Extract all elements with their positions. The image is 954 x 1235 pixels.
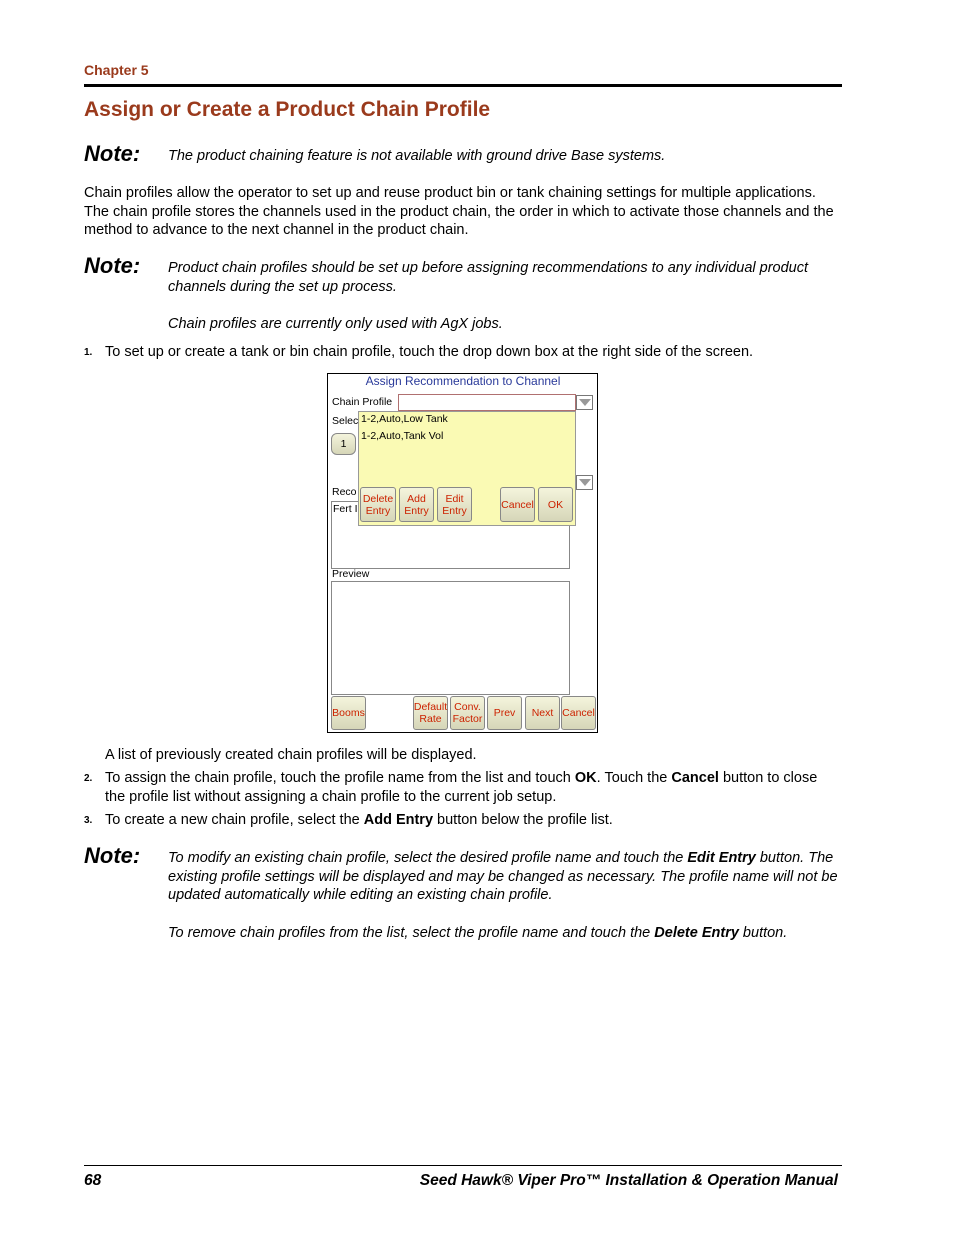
edit-entry-button[interactable] xyxy=(437,487,472,522)
step-text: To set up or create a tank or bin chain profile, touch the drop down box at the right side of the screen. xyxy=(105,344,754,360)
conv-factor-button[interactable] xyxy=(450,696,485,730)
manual-title: Seed Hawk® Viper Pro™ Installation & Operation Manual xyxy=(419,1172,838,1189)
step-text: To create a new chain profile, select the Add Entry button below the profile list. xyxy=(105,812,613,828)
delete-entry-button[interactable] xyxy=(360,487,396,522)
button-label: Factor xyxy=(452,713,483,725)
popup-cancel-button[interactable]: Cancel xyxy=(500,487,535,522)
note-label: Note: xyxy=(84,141,141,166)
reco-label: Reco xyxy=(332,486,357,498)
button-label: Rate xyxy=(419,713,442,725)
page-title: Assign or Create a Product Chain Profile xyxy=(84,98,491,121)
button-label: Delete xyxy=(362,492,394,505)
page-number: 68 xyxy=(84,1172,102,1189)
intro-paragraph: Chain profiles allow the operator to set up and reuse product bin or tank chaining settings for multiple applications. The chain profile stores the channels used in the product chain, the order in which to activate those channels and the method to advance to the next channel in the product chain. xyxy=(84,185,834,238)
button-label: Entry xyxy=(442,504,467,517)
channel-select-button[interactable]: 1 xyxy=(331,433,356,455)
step-number: 2. xyxy=(84,773,93,784)
dropdown-arrow-icon[interactable] xyxy=(576,395,593,410)
button-label: Entry xyxy=(365,504,391,517)
step-number: 3. xyxy=(84,815,93,826)
select-label: Selec xyxy=(332,415,359,427)
step-number: 1. xyxy=(84,347,93,358)
step-text: To assign the chain profile, touch the profile name from the list and touch OK. Touch the Cancel button to close the profile list without assigning a chain profile to the current job setup. xyxy=(105,770,818,805)
display-screenshot xyxy=(327,373,598,733)
dropdown-arrow-icon[interactable] xyxy=(576,475,593,490)
cancel-button[interactable]: Cancel xyxy=(561,696,596,730)
prev-button[interactable]: Prev xyxy=(487,696,522,730)
add-entry-button[interactable] xyxy=(399,487,434,522)
fert-label: Fert I xyxy=(333,503,358,515)
button-label: Conv. xyxy=(454,701,481,713)
preview-label: Preview xyxy=(332,568,370,580)
booms-button[interactable]: Booms xyxy=(331,696,366,730)
button-label: Default xyxy=(413,701,448,713)
screen-title: Assign Recommendation to Channel xyxy=(365,374,561,388)
chain-profile-popup xyxy=(358,411,576,526)
chain-profile-label: Chain Profile xyxy=(332,396,393,408)
button-label: Edit xyxy=(445,492,464,505)
note-text: To modify an existing chain profile, select the desired profile name and touch the Edit Entry button. The existing profile settings will be displayed and may be changed as necessary. The profile name will not be updated automatically while editing an existing chain profile. xyxy=(168,850,838,903)
note-text: Chain profiles are currently only used with AgX jobs. xyxy=(168,316,503,332)
header-rule xyxy=(84,84,842,87)
result-text: A list of previously created chain profiles will be displayed. xyxy=(105,747,477,763)
button-label: Add xyxy=(407,492,426,505)
next-button[interactable]: Next xyxy=(525,696,560,730)
default-rate-button[interactable] xyxy=(413,696,448,730)
note-text: Product chain profiles should be set up before assigning recommendations to any individual product channels during the set up process. xyxy=(168,260,808,295)
preview-box xyxy=(331,581,570,695)
chain-profile-dropdown[interactable] xyxy=(398,394,576,411)
button-label: Entry xyxy=(404,504,429,517)
chapter-label: Chapter 5 xyxy=(84,62,149,78)
footer-rule xyxy=(84,1165,842,1166)
note-text: The product chaining feature is not available with ground drive Base systems. xyxy=(168,148,666,164)
note-label: Note: xyxy=(84,253,141,278)
profile-list-item[interactable]: 1-2,Auto,Low Tank xyxy=(361,413,448,425)
profile-list-item[interactable]: 1-2,Auto,Tank Vol xyxy=(361,430,444,442)
ok-button[interactable]: OK xyxy=(538,487,573,522)
note-text: To remove chain profiles from the list, select the profile name and touch the Delete Entry button. xyxy=(168,925,788,941)
note-label: Note: xyxy=(84,843,141,868)
